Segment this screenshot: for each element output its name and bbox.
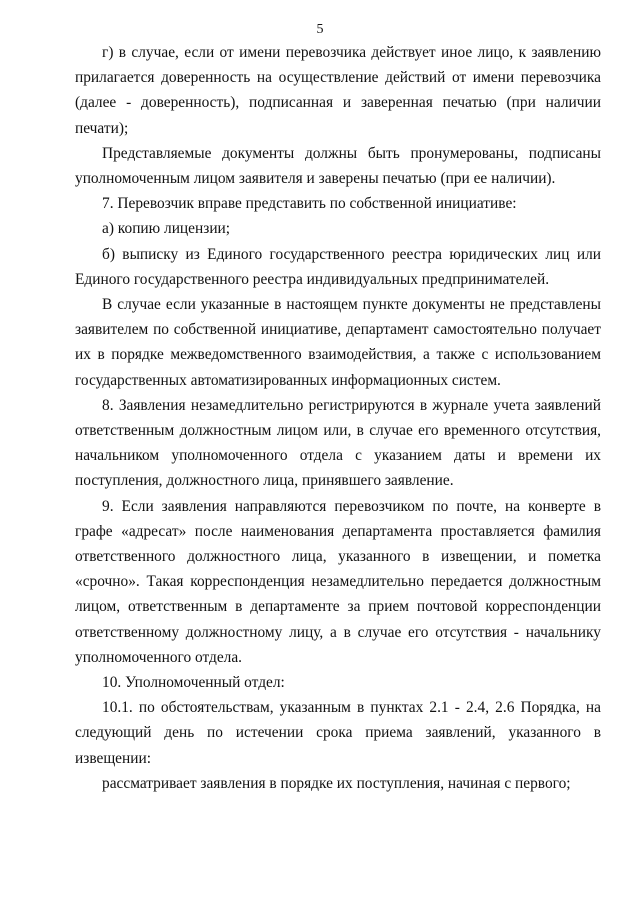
paragraph-a-license-copy: а) копию лицензии; bbox=[102, 220, 231, 238]
paragraph-documents-numbered: Представляемые документы должны быть пронумерованы, подписаны уполномоченным лицом заявителя и заверены печатью (при ее наличии). bbox=[75, 144, 601, 188]
page-number: 5 bbox=[316, 22, 324, 37]
paragraph-8-registration: 8. Заявления незамедлительно регистрируются в журнале учета заявлений ответственным должностным лицом или, в случае его временного отсутствия, начальником уполномоченного отдела с указанием даты и времени их поступления, должностного лица, принявшего заявление. bbox=[75, 396, 601, 490]
paragraph-10-department: 10. Уполномоченный отдел: bbox=[102, 674, 285, 692]
paragraph-g-power-of-attorney: г) в случае, если от имени перевозчика действует иное лицо, к заявлению прилагается доверенность на осуществление действий от имени перевозчика (далее - доверенность), подписанная и заверенная печатью (при наличии печати); bbox=[75, 44, 601, 137]
paragraph-review-order: рассматривает заявления в порядке их поступления, начиная с первого; bbox=[102, 774, 571, 792]
paragraph-10-1-circumstances: 10.1. по обстоятельствам, указанным в пунктах 2.1 - 2.4, 2.6 Порядка, на следующий день по истечении срока приема заявлений, указанного в извещении: bbox=[75, 699, 601, 767]
document-body bbox=[75, 40, 601, 796]
paragraph-interagency-request: В случае если указанные в настоящем пункте документы не представлены заявителем по собственной инициативе, департамент самостоятельно получает их в порядке межведомственного взаимодействия, а также с использованием государственных автоматизированных информационных систем. bbox=[75, 296, 601, 389]
paragraph-7-own-initiative: 7. Перевозчик вправе представить по собственной инициативе: bbox=[102, 195, 517, 213]
paragraph-b-registry-extract: б) выписку из Единого государственного реестра юридических лиц или Единого государственного реестра индивидуальных предпринимателей. bbox=[75, 245, 601, 288]
paragraph-9-postal-applications: 9. Если заявления направляются перевозчиком по почте, на конверте в графе «адресат» после наименования департамента проставляется фамилия ответственного должностного лица, указанного в извещении, и пометка «срочно». Такая корреспонденция незамедлительно передается должностным лицом, ответственным в департаменте за прием почтовой корреспонденции ответственному должностному лицу, а в случае его отсутствия - начальнику уполномоченного отдела. bbox=[75, 497, 601, 666]
